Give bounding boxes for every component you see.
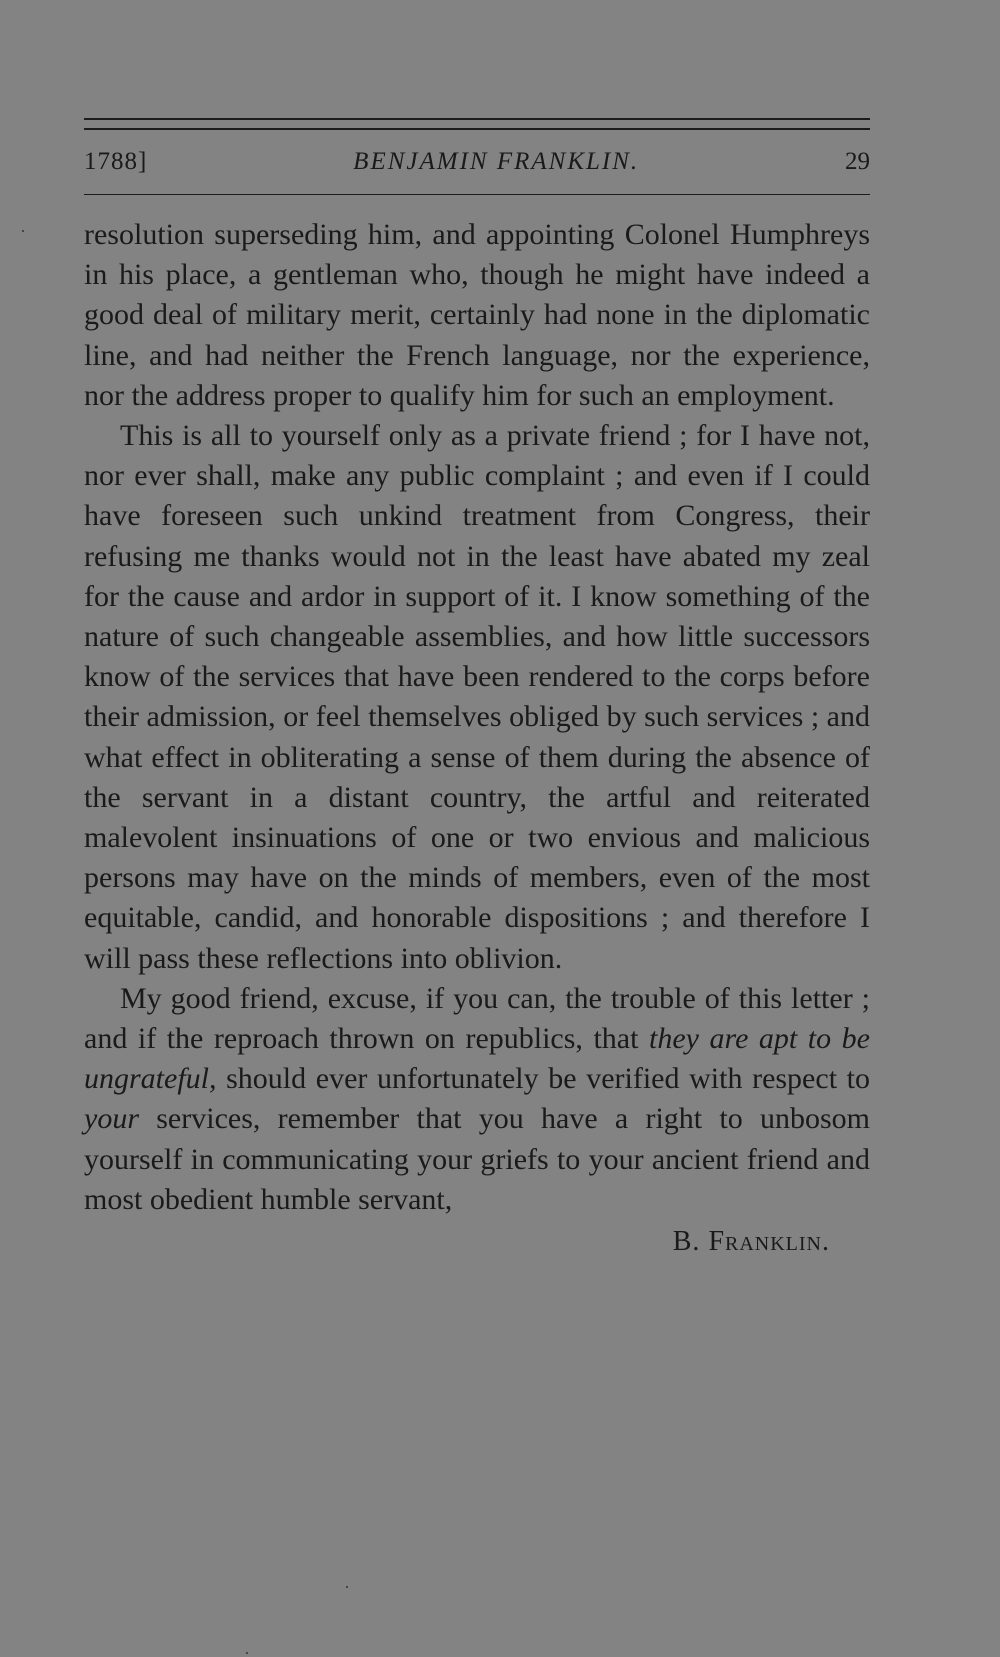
header-year: 1788] bbox=[84, 148, 148, 175]
paragraph bbox=[84, 215, 870, 416]
page-number: 29 bbox=[845, 148, 870, 175]
paragraph-text: This is all to yourself only as a private friend ; for I have not, nor ever shall, make any public complaint ; and even if I could have foreseen such unkind treatment from Congress, their refusing me thanks would not in the least have abated my zeal for the cause and ardor in support of it. I know something of the nature of such changeable assemblies, and how little successors know of the services that have been rendered to the corps before their admission, or feel themselves obliged by such services ; and what effect in obliterating a sense of them during the absence of the servant in a distant country, the artful and reiterated malevolent insinuations of one or two envious and malicious persons may have on the minds of members, even of the most equitable, candid, and honorable dispositions ; and therefore I will pass these reflections into oblivion. bbox=[84, 419, 870, 975]
book-page bbox=[84, 118, 870, 1258]
header-top-rule bbox=[84, 118, 870, 120]
header-title: BENJAMIN FRANKLIN. bbox=[353, 148, 640, 175]
signature-initial: B. bbox=[672, 1226, 701, 1258]
signature-surname: Franklin. bbox=[708, 1226, 830, 1258]
signature bbox=[84, 1226, 830, 1258]
italic-text: they are apt to be ungrateful, bbox=[84, 1022, 870, 1096]
paragraph-text: should ever unfortunately be verified with respect to bbox=[216, 1062, 870, 1096]
paragraph-text: My good friend, excuse, if you can, the trouble of this letter ; and if the reproach thrown on republics, that bbox=[84, 981, 870, 1056]
header-second-rule bbox=[84, 128, 870, 130]
scan-speck bbox=[246, 1652, 248, 1654]
paragraph bbox=[84, 979, 870, 1220]
italic-text: your bbox=[84, 1102, 139, 1136]
paragraph bbox=[84, 416, 870, 979]
paragraph-text: services, remember that you have a right to unbosom yourself in communicating your griefs to your ancient friend and most obedient humble servant, bbox=[84, 1102, 870, 1216]
scan-speck bbox=[346, 1586, 348, 1588]
letter-body bbox=[84, 215, 870, 1220]
paragraph-text: resolution superseding him, and appointing Colonel Humphreys in his place, a gentleman who, though he might have indeed a good deal of military merit, certainly had none in the diplomatic line, and had neither the French language, nor the experience, nor the address proper to qualify him for such an employment. bbox=[84, 218, 870, 412]
header-bottom-rule bbox=[84, 194, 870, 195]
scan-speck bbox=[22, 230, 24, 232]
running-head bbox=[84, 148, 870, 186]
